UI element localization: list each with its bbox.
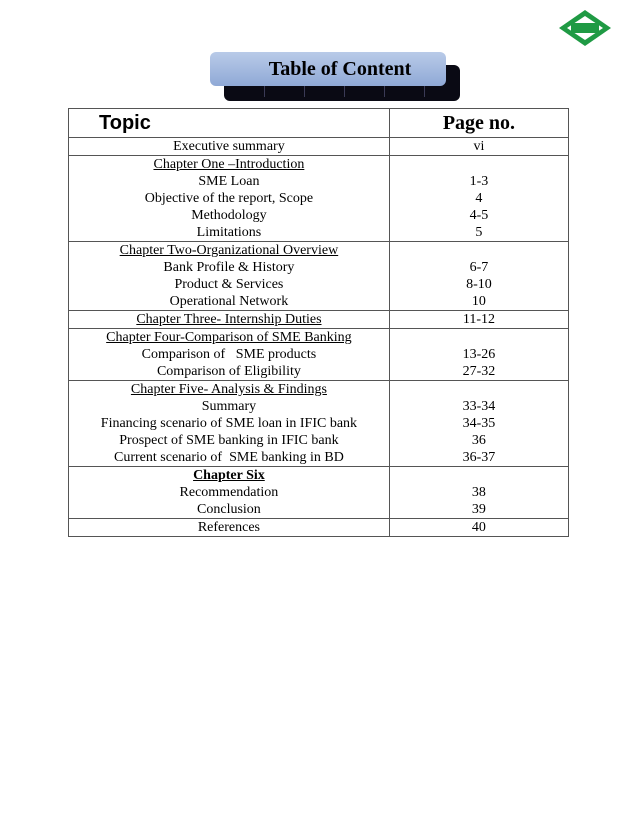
page-number: 13-26 bbox=[462, 347, 496, 362]
page-number: 10 bbox=[471, 294, 486, 309]
toc-entry[interactable]: Limitations bbox=[196, 225, 262, 240]
toc-row bbox=[69, 467, 569, 519]
toc-row bbox=[69, 242, 569, 311]
ific-logo bbox=[557, 8, 613, 48]
page-number: 27-32 bbox=[462, 364, 496, 379]
page-number: vi bbox=[473, 139, 485, 154]
chapter-title[interactable]: Chapter Six bbox=[193, 468, 265, 483]
toc-header-row bbox=[69, 109, 569, 138]
toc-entry[interactable]: Executive summary bbox=[173, 139, 285, 154]
toc-entry[interactable]: Recommendation bbox=[179, 485, 279, 500]
page-number: 39 bbox=[471, 502, 486, 517]
toc-entry[interactable]: References bbox=[197, 520, 261, 535]
toc-entry[interactable]: Prospect of SME banking in IFIC bank bbox=[119, 433, 339, 448]
toc-row bbox=[69, 138, 569, 156]
toc-entry[interactable]: SME Loan bbox=[198, 174, 260, 189]
toc-entry[interactable]: Product & Services bbox=[174, 277, 284, 292]
toc-entry[interactable]: Conclusion bbox=[197, 502, 261, 517]
toc-entry[interactable]: Operational Network bbox=[169, 294, 289, 309]
page-number: 8-10 bbox=[466, 277, 492, 292]
page-number: 36 bbox=[471, 433, 486, 448]
chapter-title[interactable]: Chapter Four-Comparison of SME Banking bbox=[106, 330, 352, 345]
chapter-title[interactable]: Chapter Five- Analysis & Findings bbox=[130, 382, 327, 397]
page-title: Table of Content bbox=[268, 58, 412, 80]
chapter-title[interactable]: Chapter Two-Organizational Overview bbox=[119, 243, 339, 258]
toc-row bbox=[69, 311, 569, 329]
toc-entry[interactable]: Bank Profile & History bbox=[163, 260, 295, 275]
chapter-title[interactable]: Chapter Three- Internship Duties bbox=[136, 312, 322, 327]
topic-header: Topic bbox=[69, 109, 390, 138]
page-number: 33-34 bbox=[462, 399, 496, 414]
page-number: 40 bbox=[471, 520, 486, 535]
toc-entry[interactable]: Financing scenario of SME loan in IFIC bank bbox=[100, 416, 358, 431]
page-header: Page no. bbox=[389, 109, 568, 138]
toc-row bbox=[69, 329, 569, 381]
ific-logo-graphic bbox=[557, 8, 613, 48]
chapter-title[interactable]: Chapter One –Introduction bbox=[153, 157, 305, 172]
toc-row bbox=[69, 519, 569, 537]
toc-entry[interactable]: Comparison of Eligibility bbox=[156, 364, 301, 379]
page-number: 4-5 bbox=[469, 208, 489, 223]
page-number: 6-7 bbox=[469, 260, 489, 275]
page-number: 36-37 bbox=[462, 450, 496, 465]
toc-table bbox=[68, 108, 569, 537]
toc-row bbox=[69, 381, 569, 467]
toc-entry[interactable]: Current scenario of SME banking in BD bbox=[114, 450, 344, 465]
toc-entry[interactable]: Methodology bbox=[191, 208, 267, 223]
page-number: 34-35 bbox=[462, 416, 496, 431]
toc-row bbox=[69, 156, 569, 242]
page-number: 1-3 bbox=[469, 174, 489, 189]
page-number: 38 bbox=[471, 485, 486, 500]
toc-entry[interactable]: Summary bbox=[201, 399, 257, 414]
title-banner bbox=[210, 52, 460, 102]
page-number: 4 bbox=[475, 191, 483, 206]
page-number: 11-12 bbox=[462, 312, 495, 327]
toc-entry[interactable]: Objective of the report, Scope bbox=[144, 191, 314, 206]
page-number: 5 bbox=[475, 225, 483, 240]
toc-entry[interactable]: Comparison of SME products bbox=[141, 347, 317, 362]
